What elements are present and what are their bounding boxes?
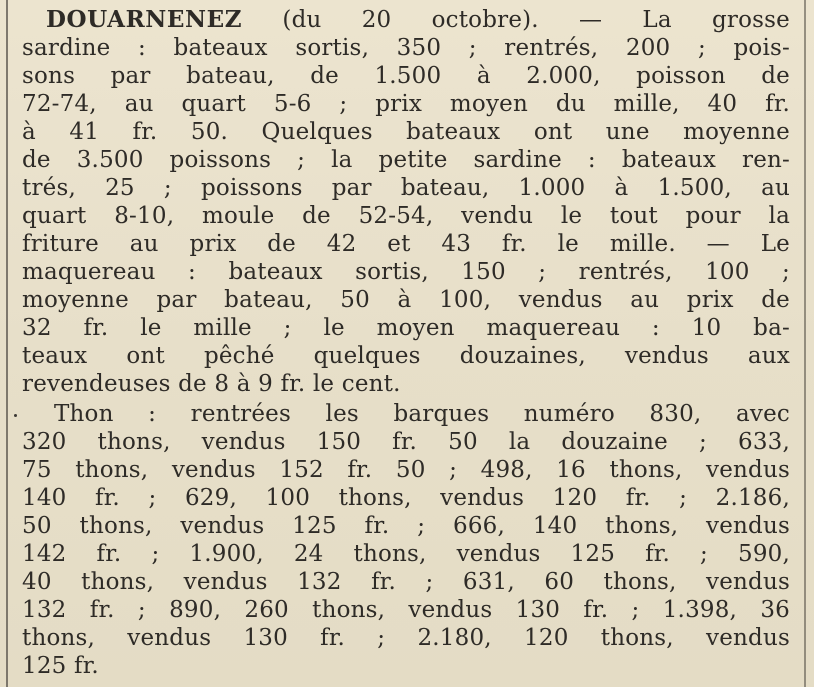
paragraph-1-line-14: revendeuses de 8 à 9 fr. le cent. bbox=[22, 371, 401, 397]
paragraph-2-line-3: 75 thons, vendus 152 fr. 50 ; 498, 16 thons, vendus bbox=[22, 457, 790, 483]
paragraph-1-line-5: à 41 fr. 50. Quelques bateaux ont une moyenne bbox=[22, 119, 790, 145]
paragraph-1-line-1: DOUARNENEZ (du 20 octobre). — La grosse bbox=[46, 6, 790, 33]
paragraph-2-line-9: thons, vendus 130 fr. ; 2.180, 120 thons, vendus bbox=[22, 625, 790, 651]
paragraph-1-line-2: sardine : bateaux sortis, 350 ; rentrés, 200 ; pois- bbox=[22, 35, 790, 61]
paragraph-2-line-1: Thon : rentrées les barques numéro 830, avec bbox=[54, 401, 790, 427]
paragraph-2-line-8: 132 fr. ; 890, 260 thons, vendus 130 fr. ; 1.398, 36 bbox=[22, 597, 790, 623]
paragraph-2-line-10: 125 fr. bbox=[22, 653, 99, 679]
paragraph-2-line-6: 142 fr. ; 1.900, 24 thons, vendus 125 fr. ; 590, bbox=[22, 541, 790, 567]
paragraph-1-line-6: de 3.500 poissons ; la petite sardine : bateaux ren- bbox=[22, 147, 790, 173]
paragraph-1-line-13: teaux ont pêché quelques douzaines, vendus aux bbox=[22, 343, 790, 369]
paragraph-2-line-4: 140 fr. ; 629, 100 thons, vendus 120 fr. ; 2.186, bbox=[22, 485, 790, 511]
paragraph-1-line-4: 72-74, au quart 5-6 ; prix moyen du mille, 40 fr. bbox=[22, 91, 790, 117]
paragraph-1-line-8: quart 8-10, moule de 52-54, vendu le tout pour la bbox=[22, 203, 790, 229]
paragraph-2-line-7: 40 thons, vendus 132 fr. ; 631, 60 thons, vendus bbox=[22, 569, 790, 595]
paragraph-1-line-7: trés, 25 ; poissons par bateau, 1.000 à 1.500, au bbox=[22, 175, 790, 201]
paragraph-1-line-11: moyenne par bateau, 50 à 100, vendus au prix de bbox=[22, 287, 790, 313]
paragraph-1-line-3: sons par bateau, de 1.500 à 2.000, poisson de bbox=[22, 63, 790, 89]
paragraph-1-line-9: friture au prix de 42 et 43 fr. le mille. — Le bbox=[22, 231, 790, 257]
paragraph-1-line-12: 32 fr. le mille ; le moyen maquereau : 10 ba- bbox=[22, 315, 790, 341]
ink-speck bbox=[14, 414, 17, 417]
paragraph-2-line-5: 50 thons, vendus 125 fr. ; 666, 140 thons, vendus bbox=[22, 513, 790, 539]
paragraph-2-line-2: 320 thons, vendus 150 fr. 50 la douzaine ; 633, bbox=[22, 429, 790, 455]
paragraph-1-line-10: maquereau : bateaux sortis, 150 ; rentrés, 100 ; bbox=[22, 259, 790, 285]
article-lead-place: DOUARNENEZ bbox=[46, 6, 243, 33]
